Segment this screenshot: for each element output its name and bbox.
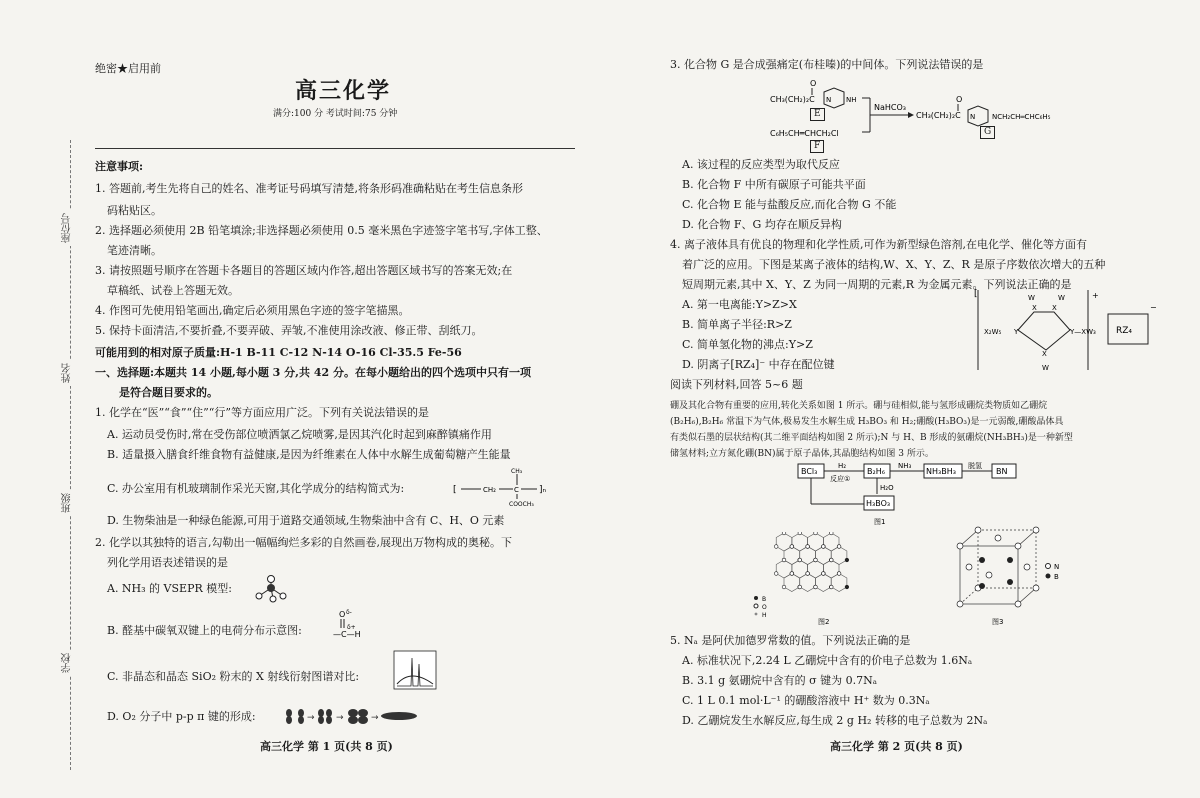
svg-text:−: − bbox=[1150, 303, 1157, 312]
svg-text:W: W bbox=[1042, 364, 1049, 372]
lattice-atom bbox=[822, 545, 826, 549]
notice-line: 笔迹清晰。 bbox=[107, 244, 162, 257]
material-line: 有类似石墨的层状结构(其二维平面结构如图 2 所示);N 与 H、B 形成的氨硼烷(NH₃BH₃)是一种新型 bbox=[670, 433, 1073, 443]
lattice-atom bbox=[830, 532, 834, 535]
svg-text:X: X bbox=[1052, 304, 1057, 312]
svg-text:BN: BN bbox=[996, 467, 1008, 476]
q5-option-d: D. 乙硼烷发生水解反应,每生成 2 g H₂ 转移的电子总数为 2Nₐ bbox=[682, 714, 988, 727]
reaction-scheme-figure bbox=[766, 76, 1166, 156]
bn-unit-cell-figure-3 bbox=[952, 526, 1072, 630]
svg-text:图2: 图2 bbox=[818, 618, 830, 626]
lattice-atom bbox=[837, 572, 841, 576]
lattice-atom bbox=[782, 558, 786, 562]
svg-text:NH: NH bbox=[846, 96, 857, 104]
svg-text:→: → bbox=[307, 713, 315, 723]
page-footer: 高三化学 第 1 页(共 8 页) bbox=[260, 740, 393, 753]
name-label: 姓名 bbox=[60, 360, 75, 386]
svg-text:W: W bbox=[1028, 294, 1035, 302]
svg-text:δ-: δ- bbox=[346, 609, 352, 616]
lattice-atom bbox=[774, 572, 778, 576]
svg-text:CH₃(CH₂)₂C: CH₃(CH₂)₂C bbox=[770, 95, 815, 104]
question-1-stem: 1. 化学在“医”“食”“住”“行”等方面应用广泛。下列有关说法错误的是 bbox=[95, 406, 429, 419]
pmma-structure-figure bbox=[451, 466, 561, 508]
q4-option-b: B. 简单离子半径:R>Z bbox=[682, 318, 792, 331]
svg-text:δ+: δ+ bbox=[347, 624, 356, 631]
svg-text:N: N bbox=[1054, 563, 1060, 571]
notice-line: 3. 请按照题号顺序在答题卡各题目的答题区域内作答,超出答题区域书写的答案无效;在 bbox=[95, 264, 513, 277]
q3-option-a: A. 该过程的反应类型为取代反应 bbox=[682, 158, 840, 171]
notice-line: 5. 保持卡面清洁,不要折叠,不要弄破、弄皱,不准使用涂改液、修正带、刮纸刀。 bbox=[95, 324, 483, 337]
p-p-pi-bond-figure bbox=[281, 706, 431, 726]
q2-option-c: C. 非晶态和晶态 SiO₂ 粉末的 X 射线衍射图谱对比: bbox=[107, 670, 360, 683]
svg-text:NCH₂CH═CHC₆H₅: NCH₂CH═CHC₆H₅ bbox=[992, 113, 1051, 121]
question-2-stem-cont: 列化学用语表述错误的是 bbox=[107, 556, 228, 569]
svg-text:X: X bbox=[1032, 304, 1037, 312]
binding-strip bbox=[0, 0, 88, 798]
q4-option-a: A. 第一电离能:Y>Z>X bbox=[682, 298, 797, 311]
svg-text:NH₃BH₃: NH₃BH₃ bbox=[926, 467, 956, 476]
compound-f-label: F bbox=[810, 140, 824, 153]
svg-text:B: B bbox=[1054, 573, 1059, 581]
svg-text:[: [ bbox=[974, 289, 978, 299]
lattice-atom bbox=[798, 585, 802, 589]
svg-text:CH₃: CH₃ bbox=[511, 468, 523, 475]
notice-line: 码粘贴区。 bbox=[107, 204, 162, 217]
lattice-atom bbox=[845, 558, 849, 562]
lattice-atom bbox=[837, 545, 841, 549]
lattice-atom bbox=[830, 585, 834, 589]
exam-title: 高三化学 bbox=[295, 78, 392, 104]
svg-text:CH₂: CH₂ bbox=[483, 486, 496, 494]
svg-text:H₃BO₃: H₃BO₃ bbox=[866, 499, 891, 508]
lattice-atom bbox=[814, 558, 818, 562]
exam-meta: 满分:100 分 考试时间:75 分钟 bbox=[273, 109, 398, 119]
q1-option-a: A. 运动员受伤时,常在受伤部位喷洒氯乙烷喷雾,是因其汽化时起到麻醉镇痛作用 bbox=[107, 428, 492, 441]
q2-option-a: A. NH₃ 的 VSEPR 模型: bbox=[107, 582, 232, 595]
svg-text:C: C bbox=[514, 486, 519, 494]
q5-option-c: C. 1 L 0.1 mol·L⁻¹ 的硼酸溶液中 H⁺ 数为 0.3Nₐ bbox=[682, 694, 930, 707]
lattice-atom bbox=[814, 532, 818, 535]
question-4-stem: 4. 离子液体具有优良的物理和化学性质,可作为新型绿色溶剂,在电化学、催化等方面有 bbox=[670, 238, 1087, 251]
notice-line: 1. 答题前,考生先将自己的姓名、准考证号码填写清楚,将条形码准确粘贴在考生信息条形 bbox=[95, 182, 523, 195]
lattice-atom bbox=[782, 585, 786, 589]
lattice-atom bbox=[822, 572, 826, 576]
q1-option-d: D. 生物柴油是一种绿色能源,可用于道路交通领域,生物柴油中含有 C、H、O 元素 bbox=[107, 514, 505, 527]
header-divider bbox=[95, 148, 575, 149]
page-footer: 高三化学 第 2 页(共 8 页) bbox=[830, 740, 963, 753]
q3-option-b: B. 化合物 F 中所有碳原子可能共平面 bbox=[682, 178, 866, 191]
q2-option-d: D. O₂ 分子中 p-p π 键的形成: bbox=[107, 710, 256, 723]
atomic-mass-line: 可能用到的相对原子质量:H-1 B-11 C-12 N-14 O-16 Cl-35.5 Fe-56 bbox=[95, 346, 462, 359]
q1-option-c: C. 办公室用有机玻璃制作采光天窗,其化学成分的结构简式为: bbox=[107, 482, 405, 495]
svg-text:O: O bbox=[339, 610, 346, 619]
question-5-stem: 5. Nₐ 是阿伏加德罗常数的值。下列说法正确的是 bbox=[670, 634, 911, 647]
svg-text:图1: 图1 bbox=[874, 518, 886, 526]
aldehyde-charge-figure bbox=[333, 608, 373, 644]
svg-text:O: O bbox=[956, 95, 963, 104]
svg-text:C₆H₅CH═CHCH₂Cl: C₆H₅CH═CHCH₂Cl bbox=[770, 129, 839, 138]
q1-option-b: B. 适量摄入膳食纤维食物有益健康,是因为纤维素在人体中水解生成葡萄糖产生能量 bbox=[107, 448, 511, 461]
notice-line: 2. 选择题必须使用 2B 铅笔填涂;非选择题必须使用 0.5 毫米黑色字迹签字笔书写,字体工整、 bbox=[95, 224, 548, 237]
svg-text:NaHCO₃: NaHCO₃ bbox=[874, 103, 906, 112]
svg-text:脱氢: 脱氢 bbox=[968, 462, 982, 470]
svg-text:—C—H: —C—H bbox=[333, 630, 361, 639]
svg-text:图3: 图3 bbox=[992, 618, 1004, 626]
lattice-atom bbox=[806, 572, 810, 576]
lattice-atom bbox=[798, 532, 802, 535]
notice-title: 注意事项: bbox=[95, 160, 144, 173]
svg-text:H₂: H₂ bbox=[838, 462, 847, 470]
boric-acid-layer-figure-2 bbox=[748, 532, 878, 628]
material-line: (B₂H₆),B₂H₆ 常温下为气体,极易发生水解生成 H₃BO₃ 和 H₂;硼酸(H₃BO₃)是一元弱酸,硼酸晶体具 bbox=[670, 417, 1064, 427]
ionic-liquid-structure-figure bbox=[970, 288, 1170, 378]
svg-text:]ₙ: ]ₙ bbox=[539, 485, 547, 495]
compound-e-label: E bbox=[810, 108, 825, 121]
lattice-atom bbox=[806, 545, 810, 549]
compound-g-label: G bbox=[980, 126, 995, 139]
svg-text:N: N bbox=[826, 96, 832, 104]
svg-text:→: → bbox=[371, 713, 379, 723]
svg-text:Y—XW₃: Y—XW₃ bbox=[1070, 328, 1096, 336]
vsepr-model-figure bbox=[251, 572, 291, 604]
notice-line: 4. 作图可先使用铅笔画出,确定后必须用黑色字迹的签字笔描黑。 bbox=[95, 304, 410, 317]
class-label: 班级 bbox=[60, 490, 75, 516]
secret-mark: 绝密★启用前 bbox=[95, 62, 161, 75]
q5-option-a: A. 标准状况下,2.24 L 乙硼烷中含有的价电子总数为 1.6Nₐ bbox=[682, 654, 973, 667]
boron-flow-figure-1 bbox=[788, 460, 1058, 530]
lattice-atom bbox=[782, 532, 786, 535]
material-line: 硼及其化合物有重要的应用,转化关系如图 1 所示。硼与硅相似,能与氢形成硼烷类物质如乙硼烷 bbox=[670, 401, 1048, 411]
question-4-stem-cont: 着广泛的应用。下图是某离子液体的结构,W、X、Y、Z、R 是原子序数依次增大的五种 bbox=[682, 258, 1106, 271]
question-2-stem: 2. 化学以其独特的语言,勾勒出一幅幅绚烂多彩的自然画卷,展现出万物构成的奥秘。下 bbox=[95, 536, 512, 549]
svg-text:[: [ bbox=[453, 485, 457, 495]
lattice-atom bbox=[845, 585, 849, 589]
q4-option-c: C. 简单氢化物的沸点:Y>Z bbox=[682, 338, 813, 351]
lattice-atom bbox=[798, 558, 802, 562]
material-line: 储氢材料;立方氮化硼(BN)属于原子晶体,其晶胞结构如图 3 所示。 bbox=[670, 449, 934, 459]
svg-text:O: O bbox=[810, 79, 817, 88]
section-heading-cont: 是符合题目要求的。 bbox=[119, 386, 218, 399]
lattice-atom bbox=[830, 558, 834, 562]
q3-option-c: C. 化合物 E 能与盐酸反应,而化合物 G 不能 bbox=[682, 198, 897, 211]
question-4-stem-cont: 短周期元素,其中 X、Y、Z 为同一周期的元素,R 为金属元素。下列说法正确的是 bbox=[682, 278, 1072, 291]
lattice-atom bbox=[774, 545, 778, 549]
school-label: 学校 bbox=[60, 650, 75, 676]
svg-text:CH₃(CH₂)₂C: CH₃(CH₂)₂C bbox=[916, 111, 961, 120]
svg-text:Y: Y bbox=[1014, 328, 1019, 336]
q2-option-b: B. 醛基中碳氧双键上的电荷分布示意图: bbox=[107, 624, 302, 637]
svg-text:N: N bbox=[970, 113, 976, 121]
svg-text:B: B bbox=[762, 596, 767, 603]
svg-text:→: → bbox=[336, 713, 344, 723]
lattice-atom bbox=[790, 572, 794, 576]
svg-text:COOCH₃: COOCH₃ bbox=[509, 501, 534, 508]
svg-text:W: W bbox=[1058, 294, 1065, 302]
xray-diffraction-figure bbox=[393, 650, 437, 690]
svg-text:BCl₃: BCl₃ bbox=[801, 467, 818, 476]
section-heading: 一、选择题:本题共 14 小题,每小题 3 分,共 42 分。在每小题给出的四个选项中只有一项 bbox=[95, 366, 531, 379]
q4-option-d: D. 阴离子[RZ₄]⁻ 中存在配位键 bbox=[682, 358, 835, 371]
svg-text:RZ₄: RZ₄ bbox=[1116, 326, 1133, 336]
svg-text:X₂W₅: X₂W₅ bbox=[984, 328, 1002, 336]
lattice-atom bbox=[790, 545, 794, 549]
svg-text:NH₃: NH₃ bbox=[898, 462, 912, 470]
notice-line: 草稿纸、试卷上答题无效。 bbox=[107, 284, 239, 297]
svg-text:反应①: 反应① bbox=[830, 475, 851, 483]
svg-text:B₂H₆: B₂H₆ bbox=[867, 467, 885, 476]
svg-text:+: + bbox=[1092, 291, 1099, 300]
seat-number-label: 座位号 bbox=[60, 210, 75, 246]
question-3-stem: 3. 化合物 G 是合成强痛定(布桂嗪)的中间体。下列说法错误的是 bbox=[670, 58, 984, 71]
reading-prompt: 阅读下列材料,回答 5~6 题 bbox=[670, 378, 803, 391]
lattice-atom bbox=[814, 585, 818, 589]
q5-option-b: B. 3.1 g 氨硼烷中含有的 σ 键为 0.7Nₐ bbox=[682, 674, 877, 687]
svg-text:H: H bbox=[762, 612, 767, 619]
svg-text:O: O bbox=[762, 604, 767, 611]
svg-text:X: X bbox=[1042, 350, 1047, 358]
q3-option-d: D. 化合物 F、G 均存在顺反异构 bbox=[682, 218, 842, 231]
svg-text:H₂O: H₂O bbox=[880, 484, 894, 492]
